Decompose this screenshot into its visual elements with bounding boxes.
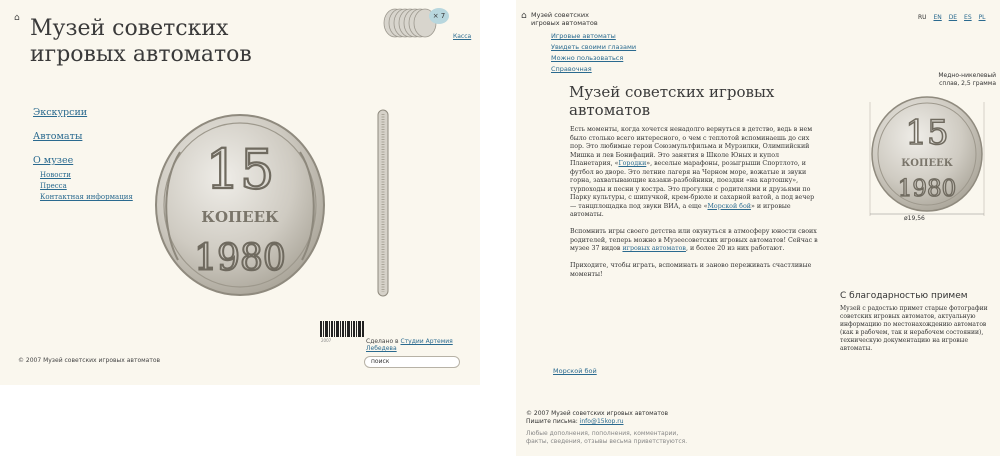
about-submenu bbox=[40, 170, 133, 203]
write-prefix: Пишите письма: bbox=[526, 418, 578, 425]
paragraph-1: Есть моменты, когда хочется ненадолго вернуться в детство, ведь в нем было столько всего интересного, о чем с теплотой вспоминаешь до сих пор. Это любимые герои Союзмультфильма и Мурзилки, Олимпийский Мишка и лев Бонифаций. Это занятия в Школе Юных и купол Планетария, «Городки», веселые марафоны, розыгрыши Спортлото, и футбол во дворе. Это летние лагеря на Черном море, вожатые и звуки горна, захватывающие казаки-разбойники, поездки «на картошку», турпоходы и песни у костра. Это прогулки с родителями и друзьями по Парку культуры, с шипучкой, крем-брюле и сахарной ватой, а под вечер — танцплощадка под звуки ВИА, а еще «Морской бой» и игровые автоматы. bbox=[570, 126, 815, 218]
footer-copyright: © 2007 Музей советских игровых автоматов bbox=[526, 410, 669, 417]
coin-diameter: ø19,56 bbox=[904, 215, 925, 222]
coin-denomination: 15 bbox=[905, 113, 949, 153]
footer-hint bbox=[526, 430, 687, 446]
page-title: Музей советских игровых автоматов bbox=[30, 16, 252, 67]
lang-de[interactable]: DE bbox=[948, 14, 958, 21]
coin-label: КОПЕЕК bbox=[901, 158, 953, 169]
home-icon[interactable]: ⌂ bbox=[521, 11, 527, 21]
footer bbox=[526, 410, 687, 446]
sea-battle-link[interactable]: Морской бой bbox=[707, 202, 751, 210]
spec-line2: сплав, 2,5 грамма bbox=[939, 80, 996, 87]
studio-link[interactable]: Студии Артемия Лебедева bbox=[366, 338, 453, 352]
search-input[interactable] bbox=[364, 356, 460, 368]
nav-excursions[interactable]: Экскурсии bbox=[33, 107, 88, 118]
right-screen bbox=[516, 0, 1000, 456]
hint-line1: Любые дополнения, пополнения, комментарии, bbox=[526, 430, 679, 437]
nav-see-yourself[interactable]: Увидеть своими глазами bbox=[551, 43, 637, 51]
studio-credit bbox=[366, 338, 480, 352]
site-title-line1: Музей советских bbox=[531, 11, 589, 19]
article-text bbox=[570, 126, 820, 288]
hint-line2: факты, сведения, отзывы весьма приветствуются. bbox=[526, 438, 688, 445]
paragraph-2: Вспомнить игры своего детства или окунуться в атмосферу юности своих родителей, теперь можно в Музеесоветских игровых автоматов! Сейчас в музее 37 видов игровых автоматов, и более 20 из них работают. bbox=[570, 228, 818, 252]
nav-press[interactable]: Пресса bbox=[40, 182, 67, 190]
coin-image bbox=[150, 110, 330, 304]
coin-count-badge: × 7 bbox=[429, 8, 449, 24]
nav-can-use[interactable]: Можно пользоваться bbox=[551, 54, 624, 62]
coin-year: 1980 bbox=[194, 238, 286, 279]
site-title bbox=[531, 11, 598, 27]
email-link[interactable]: info@15kop.ru bbox=[579, 418, 624, 425]
copyright: © 2007 Музей советских игровых автоматов bbox=[18, 357, 161, 364]
home-icon[interactable]: ⌂ bbox=[14, 13, 20, 23]
cashier-link[interactable]: Касса bbox=[453, 33, 472, 40]
machines-link[interactable]: игровых автоматов bbox=[622, 245, 686, 252]
footer-contact bbox=[526, 418, 687, 426]
donation-heading: С благодарностью примем bbox=[840, 291, 968, 301]
spec-line1: Медно-никелевый bbox=[938, 72, 996, 79]
main-nav bbox=[551, 31, 636, 75]
donation-text: Музей с радостью примет старые фотографии советских игровых автоматов, актуальную информацию по местонахождению автоматов (как в рабочем, так и нерабочем состоянии), техническую документацию на игровые автоматы. bbox=[840, 305, 988, 352]
nav-machines[interactable]: Автоматы bbox=[33, 131, 83, 142]
coin-edge-image bbox=[376, 108, 392, 302]
lang-pl[interactable]: PL bbox=[978, 14, 986, 21]
nav-reference[interactable]: Справочная bbox=[551, 65, 592, 73]
lang-es[interactable]: ES bbox=[964, 14, 972, 21]
nav-news[interactable]: Новости bbox=[40, 171, 71, 179]
left-screen bbox=[0, 0, 480, 385]
coin-denomination: 15 bbox=[205, 138, 275, 201]
main-nav bbox=[33, 107, 133, 203]
gorodki-link[interactable]: Городки bbox=[618, 160, 647, 167]
lang-ru: RU bbox=[918, 14, 927, 21]
nav-contacts[interactable]: Контактная информация bbox=[40, 193, 133, 201]
nav-slot-machines[interactable]: Игровые автоматы bbox=[551, 32, 616, 40]
page-title: Музей советских игровых автоматов bbox=[569, 83, 775, 119]
credit-prefix: Сделано в bbox=[366, 338, 399, 345]
barcode-year: 2007 bbox=[321, 338, 332, 343]
coin-image bbox=[862, 92, 992, 228]
sea-battle-bottom-link[interactable]: Морской бой bbox=[553, 367, 597, 375]
nav-about[interactable]: О музее bbox=[33, 155, 74, 166]
coin-spec bbox=[904, 72, 996, 88]
lang-en[interactable]: EN bbox=[933, 14, 942, 21]
site-title-line2: игровых автоматов bbox=[531, 19, 598, 27]
coin-year: 1980 bbox=[897, 176, 957, 202]
paragraph-3: Приходите, чтобы играть, вспоминать и заново переживать счастливые моменты! bbox=[570, 262, 812, 278]
coin-label: КОПЕЕК bbox=[201, 208, 279, 226]
language-switcher bbox=[918, 14, 991, 21]
